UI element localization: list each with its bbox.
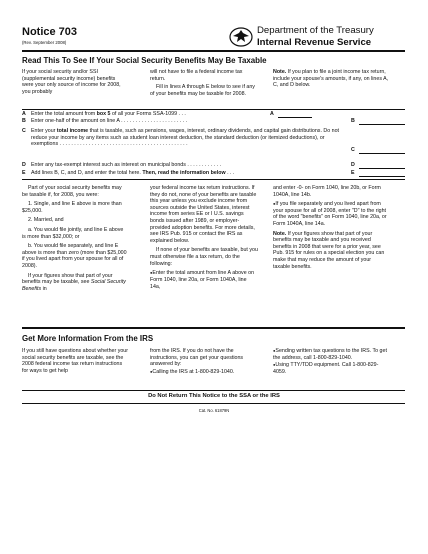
body-c1-p3: 2. Married, and [28, 217, 64, 224]
intro-col-1 [22, 69, 124, 98]
line-a-label: A [22, 111, 26, 117]
body-c1-p1: Part of your social security benefits may be taxable if, for 2008, you were: [22, 185, 122, 198]
info-c2a: from the IRS. If you do not have the instructions, you can get your questions answered by: [150, 348, 244, 368]
line-c-row [22, 128, 405, 153]
line-c-label: C [22, 128, 26, 134]
info-col-3 [273, 348, 389, 378]
irs-eagle-logo [229, 27, 253, 47]
intro-note-label: Note. [273, 69, 287, 75]
body-col-1 [22, 185, 128, 296]
line-b-row [22, 118, 405, 125]
line-a-end-label: A [270, 111, 274, 117]
intro-col-2 [150, 69, 256, 100]
line-c-text2: that is taxable, such as pensions, wages, interest, ordinary dividends, and capital gain distributions. Do not reduce your income by any items such as student loan interest deduction, the standard deduction (or itemized deductions), or exemptions . . . . . . . . . . . . . . . . . . . . . . . . . . . . . . . . . . . . . . . . . . . . [31, 128, 339, 148]
agency-name: Internal Revenue Service [257, 37, 372, 48]
body-c1-p2: 1. Single, and line E above is more than $25,000. [22, 201, 122, 214]
body-c3-p1: and enter -0- on Form 1040, line 20b, or Form 1040A, line 14b. [273, 185, 381, 198]
do-not-return-warning: Do Not Return This Notice to the SSA or the IRS [148, 393, 280, 399]
line-b-entry[interactable] [359, 124, 405, 125]
body-c2-p1: your federal income tax return instructions. If they do not, none of your benefits are taxable this year unless you exclude income from sources outside the United States, interest income from series EE or I U.S. savings bonds issued after 1989, or employer-provided adoption benefits. For more details, see IRS Pub. 915 or contact the IRS as explained below. [150, 185, 257, 244]
intro-note-text: If you plan to file a joint income tax return, include your spouse's amounts, if any, on lines A, C, and D below. [273, 69, 389, 89]
info-col-1 [22, 348, 128, 377]
info-c3a: ● Sending written tax questions to the IRS. To get the address, call 1-800-829-1040. [273, 348, 389, 361]
line-c-entry[interactable] [359, 153, 405, 154]
line-c-text1: Enter your [31, 128, 57, 134]
section-heading-more-info: Get More Information From the IRS [22, 334, 154, 343]
line-a-text2: of all your Forms SSA-1099 . . . [110, 111, 186, 117]
section-rule [22, 327, 405, 329]
line-e-label: E [22, 170, 26, 176]
line-a-text: Enter the total amount from [31, 111, 97, 117]
body-c3-note-label: Note. [273, 230, 287, 237]
line-d-entry[interactable] [359, 168, 405, 169]
line-a-row [22, 111, 405, 118]
line-e-dots: . . . [225, 170, 235, 176]
info-c1: If you still have questions about whether your social security benefits are taxable, see the 2008 federal income tax return instructions for ways to get help [22, 348, 128, 374]
body-c3-note: If your figures show that part of your benefits may be taxable and you received benefits in 2008 that were for a prior year, see Pub. 915 for rules on a special election you can make that may reduce the amount of your taxable benefits. [273, 230, 385, 270]
line-e-row [22, 170, 405, 177]
header-rule [22, 50, 405, 52]
line-d-end-label: D [351, 162, 355, 168]
body-c2-p2: If none of your benefits are taxable, but you must otherwise file a tax return, do the following: [150, 247, 258, 267]
info-c3b: ● Using TTY/TDD equipment. Call 1-800-829-4059. [273, 362, 389, 375]
line-b-end-label: B [351, 118, 355, 124]
line-d-label: D [22, 162, 26, 168]
info-col-2 [150, 348, 258, 378]
body-c3-p2: ● If you file separately and you lived apart from your spouse for all of 2008, enter "D" to the right of the word "benefits" on Form 1040, line 20a, or Form 1040A, line 14a. [273, 201, 389, 227]
info-c2b: ● Calling the IRS at 1-800-829-1040. [150, 369, 258, 376]
line-e-entry[interactable] [359, 176, 405, 177]
worksheet-rule-top [22, 109, 405, 110]
footer-rule-bottom [22, 403, 405, 404]
body-c1-p6a: If your figures show that part of your benefits may be taxable, see [22, 272, 113, 286]
intro-text-1: If your social security and/or SSI (supplemental security income) benefits were your only source of income for 2008, you probably [22, 69, 121, 95]
intro-text-2a: will not have to file a federal income tax return. [150, 69, 243, 82]
line-a-bold: box 5 [96, 111, 111, 117]
line-d-row [22, 162, 405, 169]
line-e-end-label: E [351, 170, 355, 176]
line-d-text: Enter any tax-exempt interest such as interest on municipal bonds . . . . . . . . . . . . [31, 162, 222, 168]
line-b-label: B [22, 118, 26, 124]
body-c1-p6b: in [41, 285, 47, 292]
line-c-end-label: C [351, 147, 355, 153]
line-b-text: Enter one-half of the amount on line A . . . . . . . . . . . . . . . . . . . . . . . [31, 118, 188, 124]
body-c1-p5: b. You would file separately, and line E above is more than zero (more than $25,000 if you lived apart from your spouse for all of 2008). [22, 243, 127, 270]
body-c1-p6i: Social Security Benefits [22, 279, 126, 292]
line-e-bold: Then, read the information below [142, 170, 226, 176]
line-e-text: Add lines B, C, and D, and enter the total here. [31, 170, 143, 176]
catalog-number: Cat. No. 61879N [198, 408, 230, 413]
footer-rule-top [22, 390, 405, 391]
worksheet-rule-bottom [22, 179, 405, 180]
section-heading-taxable: Read This To See If Your Social Security Benefits May Be Taxable [22, 56, 267, 65]
notice-title: Notice 703 [22, 26, 78, 38]
body-col-2 [150, 185, 258, 293]
line-c-bold: total income [56, 128, 89, 134]
body-c2-p3: ● Enter the total amount from line A above on Form 1040, line 20a, or Form 1040A, line 14a, [150, 270, 258, 290]
intro-text-2b: Fill in lines A through E below to see if any of your benefits may be taxable for 2008. [150, 84, 255, 97]
body-c1-p4: a. You would file jointly, and line E above is more than $32,000; or [22, 227, 124, 240]
department-name: Department of the Treasury [257, 25, 374, 36]
intro-note [273, 69, 393, 92]
body-col-3 [273, 185, 389, 273]
revision-date: (Rev. September 2008) [22, 40, 67, 45]
